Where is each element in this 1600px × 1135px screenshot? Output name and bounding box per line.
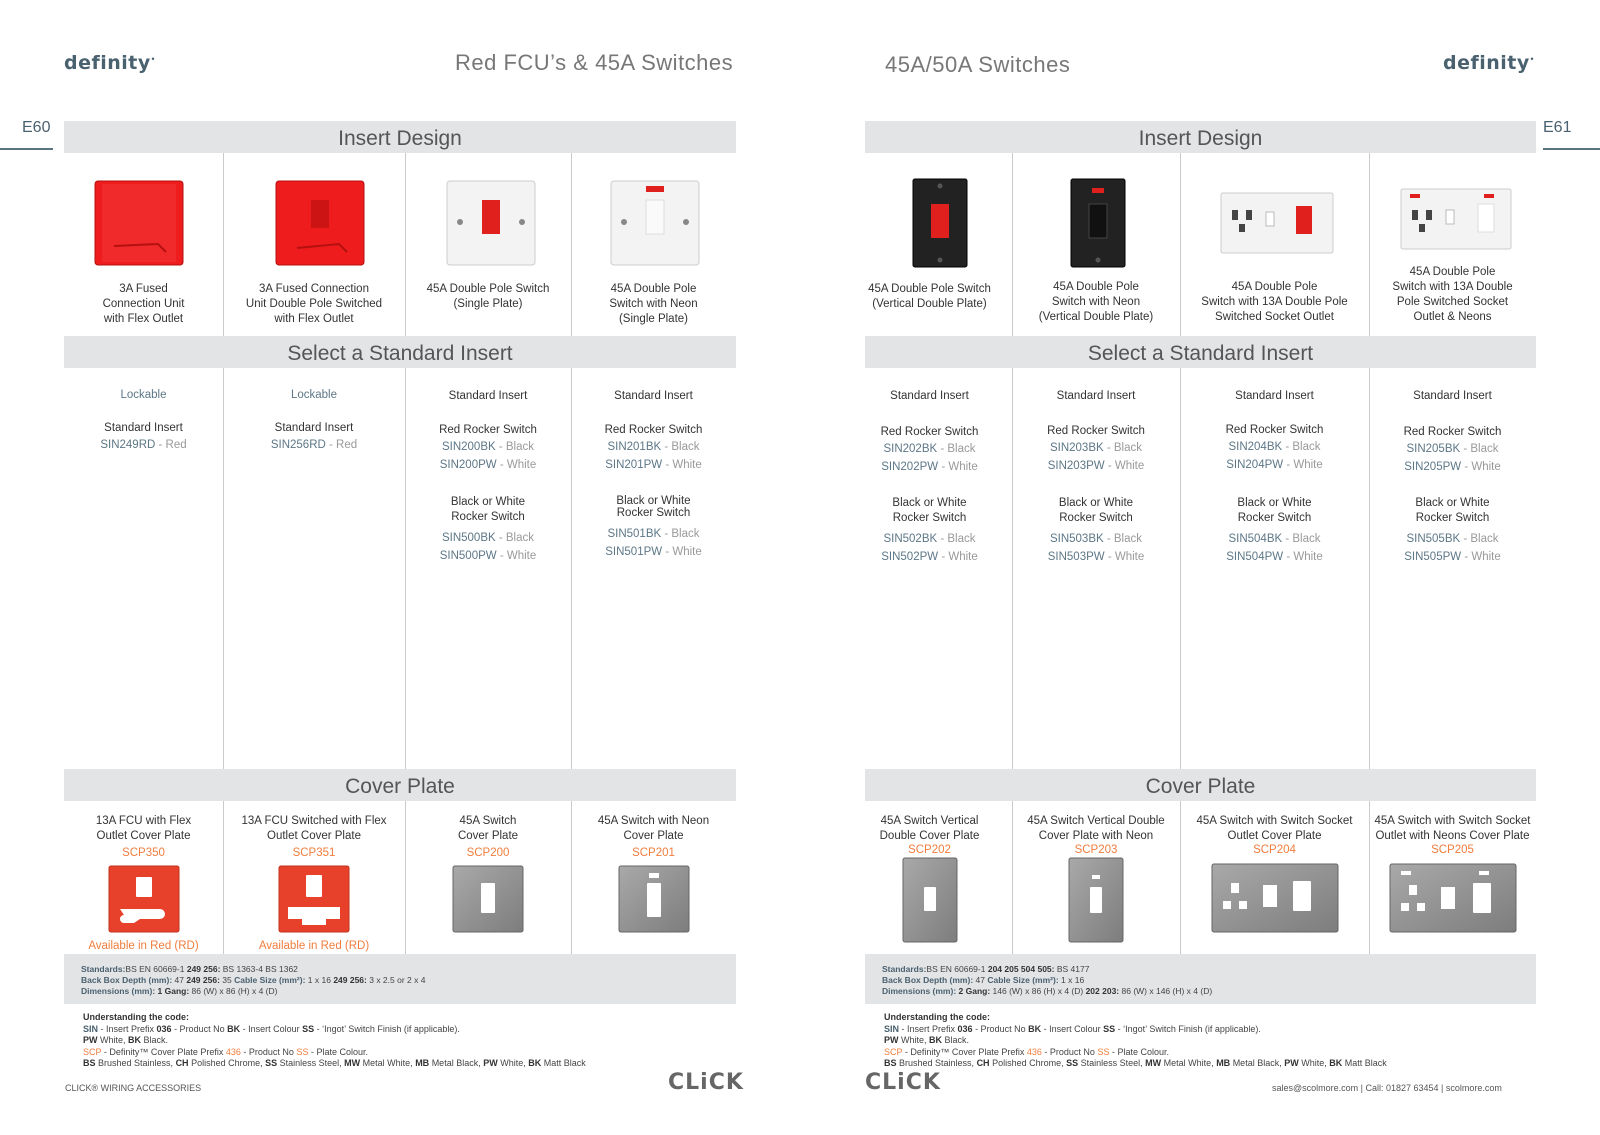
insert-code: SIN201PW - White [605, 459, 702, 471]
page-title: Red FCU’s & 45A Switches [455, 50, 734, 75]
insert-top-label: Standard Insert [1056, 390, 1136, 402]
insert-design-header: Insert Design [865, 121, 1536, 153]
cover-code: SCP204 [1253, 844, 1296, 856]
insert-column [64, 389, 223, 454]
cover-name: 45A Switch with Switch Socket Outlet Cover Plate [1196, 815, 1353, 842]
cover-code: SCP350 [122, 847, 165, 859]
insert-top-label: Standard Insert [448, 390, 528, 402]
cover-column [64, 814, 223, 952]
insert-code: SIN501PW - White [605, 546, 702, 558]
insert-code: SIN500BK - Black [441, 532, 535, 544]
45a-vertical-neon-cover-plate-image [1068, 857, 1124, 943]
insert-code: SIN205PW - White [1404, 461, 1501, 473]
cover-code: SCP351 [292, 847, 336, 859]
insert-code: SIN505BK - Black [1406, 533, 1499, 545]
45a-double-pole-switch-insert-image [446, 180, 536, 266]
insert-code: SIN505PW - White [1404, 551, 1501, 563]
product-name: 45A Double Pole Switch (Single Plate) [426, 283, 550, 310]
standards-box: Standards:BS EN 60669-1 249 256: BS 1363-4 BS 1362 Back Box Depth (mm): 47 249 256: 35 Cable Size (mm²): 1 x 16 249 256: 3 x 2.5 or 2 x 4 Dimensions (mm): 1 Gang: 86 (W) x 86 (H) x 4 (D) [64, 954, 736, 1004]
insert-heading: Black or White Rocker Switch [892, 497, 967, 524]
insert-code: SIN503PW - White [1047, 551, 1145, 563]
cover-plate-header: Cover Plate [64, 769, 736, 801]
insert-design-header: Insert Design [64, 121, 736, 153]
fcu-switched-cover-plate-image [278, 865, 350, 933]
right-page [800, 0, 1600, 1135]
cover-name: 13A FCU Switched with Flex Outlet Cover Plate [241, 815, 387, 842]
45a-vertical-cover-plate-image [902, 857, 958, 943]
definity-logo: definity• [64, 52, 156, 74]
cover-column [1012, 814, 1180, 948]
fused-connection-unit-insert-image [94, 180, 184, 266]
45a-switch-socket-cover-plate-image [1211, 863, 1339, 933]
insert-code: SIN249RD - Red [100, 439, 187, 451]
insert-code: SIN502BK - Black [883, 533, 976, 545]
insert-code: SIN256RD - Red [270, 439, 358, 451]
insert-top-label: Standard Insert [1235, 390, 1314, 402]
insert-code: SIN205BK - Black [1406, 443, 1499, 455]
insert-column [1180, 389, 1369, 566]
select-insert-header: Select a Standard Insert [64, 336, 736, 368]
product-name: 45A Double Pole Switch with 13A Double Pole Switched Socket Outlet [1201, 281, 1348, 323]
insert-heading: Standard Insert [104, 422, 183, 434]
insert-top-label: Standard Insert [614, 390, 693, 402]
cover-code: SCP200 [466, 847, 510, 859]
code-legend: Understanding the code: SIN - Insert Prefix 036 - Product No BK - Insert Colour SS - ‘Ingot’ Switch Finish (if applicable). PW White, BK Black. SCP - Definity™ Cover Plate Prefix 436 - Product No SS - Plate Colour. BS Brushed Stainless, CH Polished Chrome, SS Stainless Steel, MW Metal White, MB Metal Black, PW White, BK Matt Black [83, 1012, 586, 1068]
insert-heading: Black or White Rocker Switch [1058, 497, 1134, 524]
cover-column [223, 814, 405, 952]
insert-heading: Black or White Rocker Switch [1415, 497, 1490, 524]
insert-code: SIN202PW - White [881, 461, 978, 473]
insert-heading: Red Rocker Switch [439, 424, 537, 436]
insert-heading: Red Rocker Switch [1403, 426, 1502, 438]
insert-code: SIN501BK - Black [607, 528, 700, 540]
45a-vertical-switch-insert-image [912, 178, 968, 268]
page-number: E60 [22, 119, 51, 136]
cover-column [1180, 814, 1369, 938]
45a-switch-socket-neon-cover-plate-image [1389, 863, 1517, 933]
insert-heading: Black or White Rocker Switch [1237, 497, 1312, 524]
product-name: 3A Fused Connection Unit with Flex Outlet [102, 283, 185, 325]
insert-code: SIN502PW - White [881, 551, 978, 563]
product-name: 45A Double Pole Switch with Neon (Vertical Double Plate) [1038, 281, 1154, 323]
click-logo: CLiCK [668, 1070, 744, 1095]
lockable-label: Lockable [120, 389, 167, 401]
insert-heading: Red Rocker Switch [880, 426, 979, 438]
insert-column [1369, 389, 1536, 566]
insert-code: SIN500PW - White [439, 550, 537, 562]
insert-top-label: Standard Insert [890, 390, 969, 402]
insert-heading: Red Rocker Switch [1225, 424, 1324, 436]
lockable-label: Lockable [290, 389, 338, 401]
insert-code: SIN503BK - Black [1049, 533, 1143, 545]
insert-heading: Red Rocker Switch [1047, 425, 1145, 437]
fused-connection-unit-switched-insert-image [275, 180, 365, 266]
page-number-rule [0, 148, 53, 150]
cover-column [1369, 814, 1536, 938]
footer-text: CLICK® WIRING ACCESSORIES [65, 1083, 202, 1093]
product-name: 45A Double Pole Switch with Neon (Single Plate) [609, 283, 698, 325]
fcu-cover-plate-image [108, 865, 180, 933]
insert-code: SIN204BK - Black [1228, 441, 1321, 453]
45a-double-pole-switch-neon-insert-image [610, 180, 700, 266]
page-number-rule [1543, 148, 1600, 150]
definity-logo: definity• [1443, 52, 1535, 74]
insert-top-label: Standard Insert [1413, 390, 1492, 402]
cover-code: SCP205 [1431, 844, 1474, 856]
45a-switch-socket-neon-insert-image [1400, 188, 1512, 250]
cover-plate-header: Cover Plate [865, 769, 1536, 801]
insert-code: SIN203PW - White [1047, 460, 1145, 472]
45a-switch-socket-insert-image [1220, 192, 1334, 254]
cover-code: SCP202 [908, 844, 951, 856]
insert-column [571, 389, 736, 561]
insert-column [223, 389, 405, 454]
select-insert-header: Select a Standard Insert [865, 336, 1536, 368]
cover-column [571, 814, 736, 938]
product-name: 45A Double Pole Switch with 13A Double Pole Switched Socket Outlet & Neons [1392, 266, 1513, 323]
insert-code: SIN200PW - White [439, 459, 537, 471]
cover-column [405, 814, 571, 938]
standards-box: Standards:BS EN 60669-1 204 205 504 505: BS 4177 Back Box Depth (mm): 47 Cable Size (mm²): 1 x 16 Dimensions (mm): 2 Gang: 146 (W) x 86 (H) x 4 (D) 202 203: 86 (W) x 146 (H) x 4 (D) [865, 954, 1536, 1004]
cover-code: SCP201 [632, 847, 675, 859]
cover-name: 45A Switch with Neon Cover Plate [597, 815, 710, 842]
insert-heading: Black or White Rocker Switch [616, 495, 691, 519]
page-number: E61 [1543, 119, 1572, 136]
insert-heading: Standard Insert [274, 422, 354, 434]
insert-code: SIN200BK - Black [441, 441, 535, 453]
code-legend: Understanding the code: SIN - Insert Prefix 036 - Product No BK - Insert Colour SS - ‘Ingot’ Switch Finish (if applicable). PW White, BK Black. SCP - Definity™ Cover Plate Prefix 436 - Product No SS - Plate Colour. BS Brushed Stainless, CH Polished Chrome, SS Stainless Steel, MW Metal White, MB Metal Black, PW White, BK Matt Black [884, 1012, 1387, 1068]
45a-switch-neon-cover-plate-image [618, 865, 690, 933]
cover-code: SCP203 [1074, 844, 1118, 856]
product-name: 3A Fused Connection Unit Double Pole Switched with Flex Outlet [245, 283, 383, 325]
insert-column [847, 389, 1012, 566]
cover-name: 45A Switch Vertical Double Cover Plate [879, 815, 980, 842]
cover-name: 13A FCU with Flex Outlet Cover Plate [95, 815, 192, 842]
45a-switch-cover-plate-image [452, 865, 524, 933]
click-logo: CLiCK [865, 1070, 941, 1095]
insert-code: SIN202BK - Black [883, 443, 976, 455]
availability-note: Available in Red (RD) [258, 940, 370, 952]
insert-code: SIN504PW - White [1226, 551, 1323, 563]
availability-note: Available in Red (RD) [88, 940, 199, 952]
cover-column [847, 814, 1012, 948]
insert-heading: Black or White Rocker Switch [450, 496, 526, 523]
insert-code: SIN204PW - White [1226, 459, 1323, 471]
insert-column [1012, 389, 1180, 566]
cover-name: 45A Switch Cover Plate [457, 815, 519, 842]
product-name: 45A Double Pole Switch (Vertical Double Plate) [868, 283, 991, 310]
cover-name: 45A Switch with Switch Socket Outlet with Neons Cover Plate [1374, 815, 1531, 842]
insert-code: SIN504BK - Black [1228, 533, 1321, 545]
insert-heading: Red Rocker Switch [604, 424, 703, 436]
insert-code: SIN201BK - Black [607, 441, 700, 453]
insert-column [405, 389, 571, 565]
45a-vertical-switch-neon-insert-image [1070, 178, 1126, 268]
footer-contact[interactable]: sales@scolmore.com | Call: 01827 63454 | scolmore.com [1272, 1083, 1502, 1093]
page-title: 45A/50A Switches [885, 52, 1071, 77]
insert-code: SIN203BK - Black [1049, 442, 1143, 454]
cover-name: 45A Switch Vertical Double Cover Plate with Neon [1027, 815, 1165, 842]
